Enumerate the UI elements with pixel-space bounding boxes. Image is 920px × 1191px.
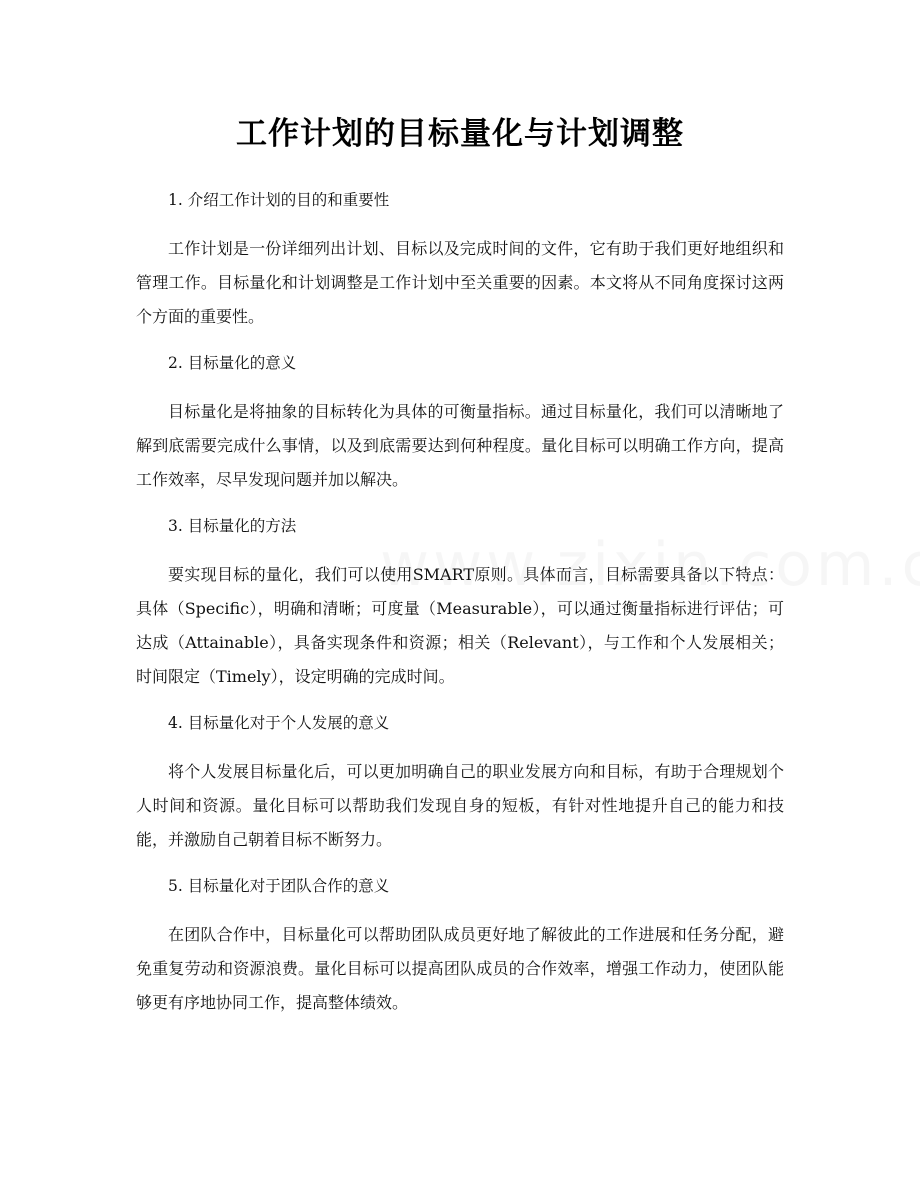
section-heading: 2. 目标量化的意义: [168, 354, 297, 372]
section-paragraph: 要实现目标的量化，我们可以使用SMART原则。具体而言，目标需要具备以下特点：具体（Specific），明确和清晰；可度量（Measurable），可以通过衡量指标进行评估；可达成（Attainable），具备实现条件和资源；相关（Relevant），与工作和个人发展相关；时间限定（Timely），设定明确的完成时间。: [136, 565, 784, 686]
section-paragraph: 在团队合作中，目标量化可以帮助团队成员更好地了解彼此的工作进展和任务分配，避免重复劳动和资源浪费。量化目标可以提高团队成员的合作效率，增强工作动力，使团队能够更有序地协同工作，提高整体绩效。: [136, 925, 784, 1012]
document-body: [136, 186, 784, 1035]
document-title: 工作计划的目标量化与计划调整: [236, 116, 684, 152]
section-heading: 4. 目标量化对于个人发展的意义: [168, 714, 390, 732]
section-3: [136, 512, 784, 694]
section-paragraph: 目标量化是将抽象的目标转化为具体的可衡量指标。通过目标量化，我们可以清晰地了解到底需要完成什么事情，以及到底需要达到何种程度。量化目标可以明确工作方向，提高工作效率，尽早发现问题并加以解决。: [136, 402, 784, 489]
section-heading: 3. 目标量化的方法: [168, 517, 297, 535]
section-5: [136, 872, 784, 1020]
section-paragraph: 将个人发展目标量化后，可以更加明确自己的职业发展方向和目标，有助于合理规划个人时间和资源。量化目标可以帮助我们发现自身的短板，有针对性地提升自己的能力和技能，并激励自己朝着目标不断努力。: [136, 762, 784, 849]
section-2: [136, 349, 784, 497]
section-heading: 1. 介绍工作计划的目的和重要性: [168, 191, 390, 209]
section-paragraph: 工作计划是一份详细列出计划、目标以及完成时间的文件，它有助于我们更好地组织和管理工作。目标量化和计划调整是工作计划中至关重要的因素。本文将从不同角度探讨这两个方面的重要性。: [136, 239, 784, 326]
section-4: [136, 709, 784, 857]
section-1: [136, 186, 784, 334]
section-heading: 5. 目标量化对于团队合作的意义: [168, 877, 390, 895]
